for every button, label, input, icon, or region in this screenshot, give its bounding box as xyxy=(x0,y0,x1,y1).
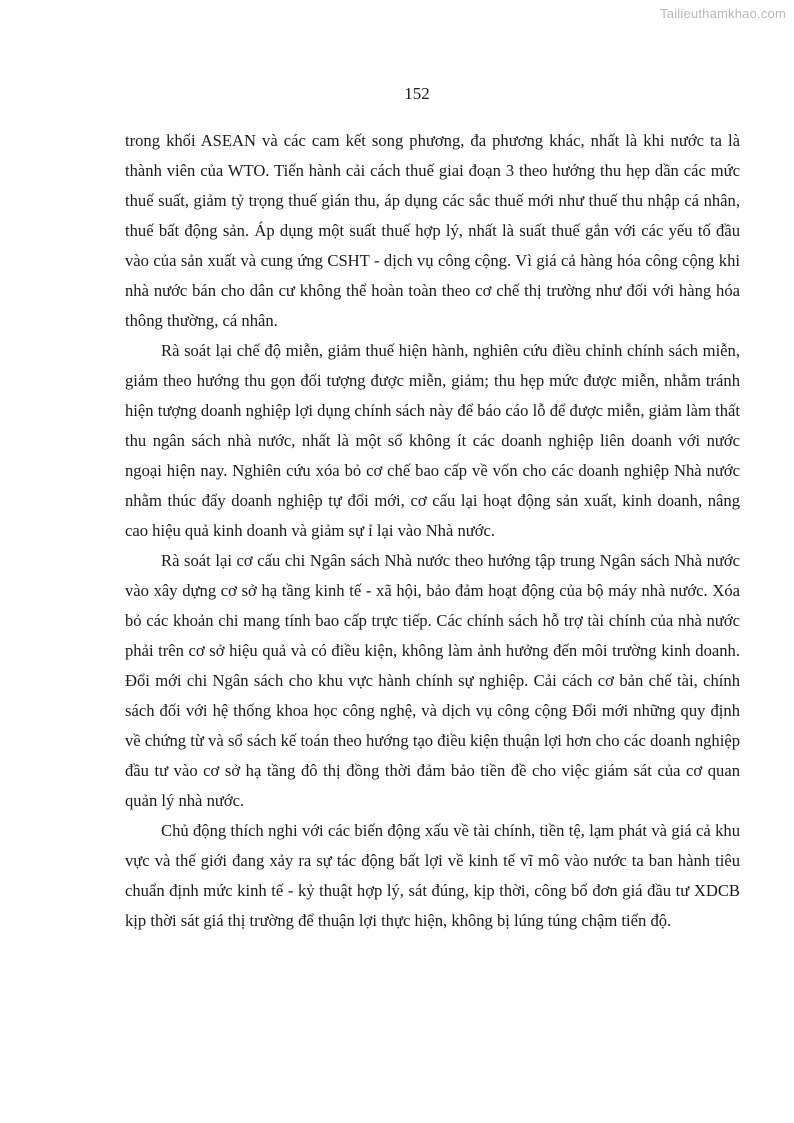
document-body xyxy=(125,126,740,936)
page-number: 152 xyxy=(404,84,430,103)
paragraph-tax-reform: trong khối ASEAN và các cam kết song phương, đa phương khác, nhất là khi nước ta là thành viên của WTO. Tiến hành cải cách thuế giai đoạn 3 theo hướng thu hẹp dần các mức thuế suất, giảm tỷ trọng thuế gián thu, áp dụng các sắc thuế mới như thuế thu nhập cá nhân, thuế bất động sản. Áp dụng một suất thuế hợp lý, nhất là suất thuế gắn với các yếu tố đầu vào của sản xuất và cung ứng CSHT - dịch vụ công cộng. Vì giá cả hàng hóa công cộng khi nhà nước bán cho dân cư không thể hoàn toàn theo cơ chế thị trường như đối với hàng hóa thông thường, cá nhân. xyxy=(125,131,740,330)
paragraph-adapting-to-volatility: Chủ động thích nghi với các biến động xấu về tài chính, tiền tệ, lạm phát và giá cả khu vực và thế giới đang xảy ra sự tác động bất lợi về kinh tế vĩ mô vào nước ta ban hành tiêu chuẩn định mức kinh tế - kỷ thuật hợp lý, sát đúng, kịp thời, công bố đơn giá đầu tư XDCB kịp thời sát giá thị trường để thuận lợi thực hiện, không bị lúng túng chậm tiến độ. xyxy=(125,821,740,930)
paragraph-budget-spending-review: Rà soát lại cơ cấu chi Ngân sách Nhà nước theo hướng tập trung Ngân sách Nhà nước vào xây dựng cơ sở hạ tầng kinh tế - xã hội, bảo đảm hoạt động của bộ máy nhà nước. Xóa bỏ các khoản chi mang tính bao cấp trực tiếp. Các chính sách hỗ trợ tài chính của nhà nước phải trên cơ sở hiệu quả và có điều kiện, không làm ảnh hưởng đến môi trường kinh doanh. Đổi mới chi Ngân sách cho khu vực hành chính sự nghiệp. Cải cách cơ bản chế tài, chính sách đối với hệ thống khoa học công nghệ, và dịch vụ công cộng Đổi mới những quy định về chứng từ và sổ sách kế toán theo hướng tạo điều kiện thuận lợi hơn cho các doanh nghiệp đầu tư vào cơ sở hạ tầng đô thị đồng thời đảm bảo tiền đề cho việc giám sát của cơ quan quản lý nhà nước. xyxy=(125,551,740,810)
watermark: Tailieuthamkhao.com xyxy=(660,6,786,21)
paragraph-tax-exemption-review: Rà soát lại chế độ miễn, giảm thuế hiện hành, nghiên cứu điều chỉnh chính sách miễn, giảm theo hướng thu gọn đối tượng được miễn, giảm; thu hẹp mức được miễn, nhằm tránh hiện tượng doanh nghiệp lợi dụng chính sách này để báo cáo lỗ để được miễn, giảm làm thất thu ngân sách nhà nước, nhất là một số không ít các doanh nghiệp liên doanh với nước ngoại hiện nay. Nghiên cứu xóa bỏ cơ chế bao cấp về vốn cho các doanh nghiệp Nhà nước nhằm thúc đẩy doanh nghiệp tự đổi mới, cơ cấu lại hoạt động sản xuất, kinh doanh, nâng cao hiệu quả kinh doanh và giảm sự ỉ lại vào Nhà nước. xyxy=(125,341,740,540)
